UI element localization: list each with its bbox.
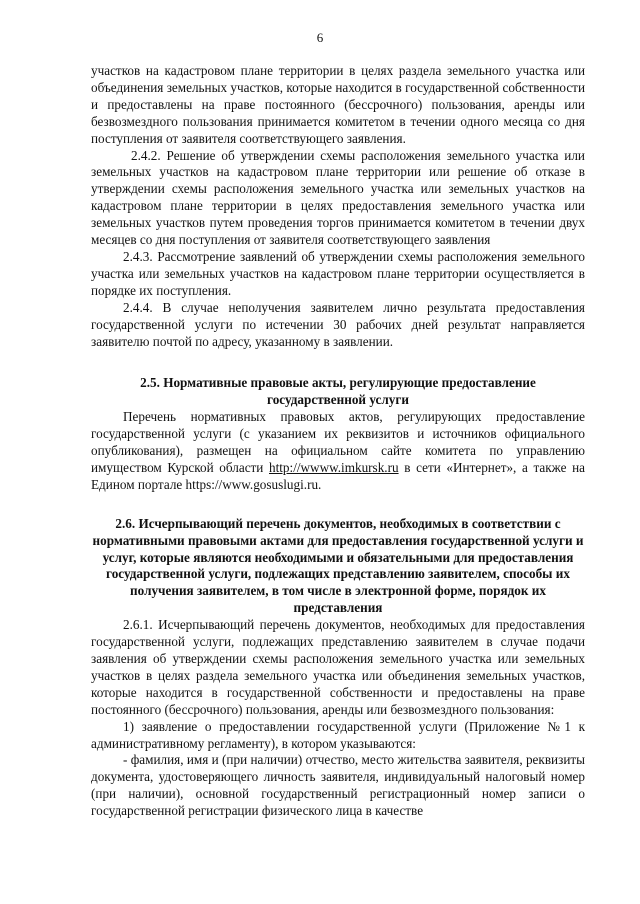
paragraph-2-5 [91,409,585,494]
section-heading-2-5: 2.5. Нормативные правовые акты, регулирующие предоставление государственной услуги [140,375,536,408]
paragraph-continuation: участков на кадастровом плане территории в целях раздела земельного участка или объединения земельных участков, которые находится в государственной собственности и предоставлены на праве постоянного (бессрочного) пользования, аренды или безвозмездного пользования принимается комитетом в течении одного месяца со дня поступления от заявителя соответствующего заявления. [91,63,585,146]
document-body [91,63,585,820]
paragraph-item-fio: - фамилия, имя и (при наличии) отчество, место жительства заявителя, реквизиты документа, удостоверяющего личность заявителя, индивидуальный налоговый номер (при наличии), основной государственный регистрационный номер записи о государственной регистрации физического лица в качестве [91,752,585,819]
page-number: 6 [316,30,324,45]
paragraph-2-4-4: 2.4.4. В случае неполучения заявителем лично результата предоставления государственной услуги по истечении 30 рабочих дней результат направляется заявителю почтой по адресу, указанному в заявлении. [91,299,585,349]
paragraph-item-1: 1) заявление о предоставлении государственной услуги (Приложение №1 к административному регламенту), в котором указываются: [91,718,585,751]
imkursk-link[interactable]: http://wwww.imkursk.ru [269,459,399,475]
paragraph-2-5-text-a: Перечень нормативных правовых актов, регулирующих предоставление государственной услуги (с указанием их реквизитов и источников официального опубликования), размещен на официальном сайте комитета по управлению имуществом Курской области [91,409,585,475]
paragraph-2-4-2: 2.4.2. Решение об утверждении схемы расположения земельного участка или земельных участков на кадастровом плане территории или решение об отказе в утверждении схемы расположения земельного участка или земельных участков на кадастровом плане территории в целях предоставления земельного участка или земельных участков путем проведения торгов принимается комитетом в течении двух месяцев со дня поступления от заявителя соответствующего заявления [91,147,585,248]
paragraph-2-4-3: 2.4.3. Рассмотрение заявлений об утверждении схемы расположения земельного участка или земельных участков на кадастровом плане территории осуществляется в порядке их поступления. [91,248,585,298]
paragraph-2-5-text-b: в сети «Интернет», а также на Едином портале https://www.gosuslugi.ru. [91,459,586,492]
section-heading-2-6: 2.6. Исчерпывающий перечень документов, необходимых в соответствии с нормативными правовыми актами для предоставления государственной услуги и услуг, которые являются необходимыми и обязательными для предоставления государственной услуги, подлежащих представлению заявителем, способы их получения заявителем, в том числе в электронной форме, порядок их представления [92,515,584,616]
paragraph-2-6-1: 2.6.1. Исчерпывающий перечень документов, необходимых для предоставления государственной услуги, подлежащих представлению заявителем в случае подачи заявления об утверждении схемы расположения земельного участка или земельных участков в целях раздела земельного участка или объединения земельных участков, которые находится в государственной собственности и предоставлены на праве постоянного (бессрочного) пользования, аренды или безвозмездного пользования: [91,617,585,717]
